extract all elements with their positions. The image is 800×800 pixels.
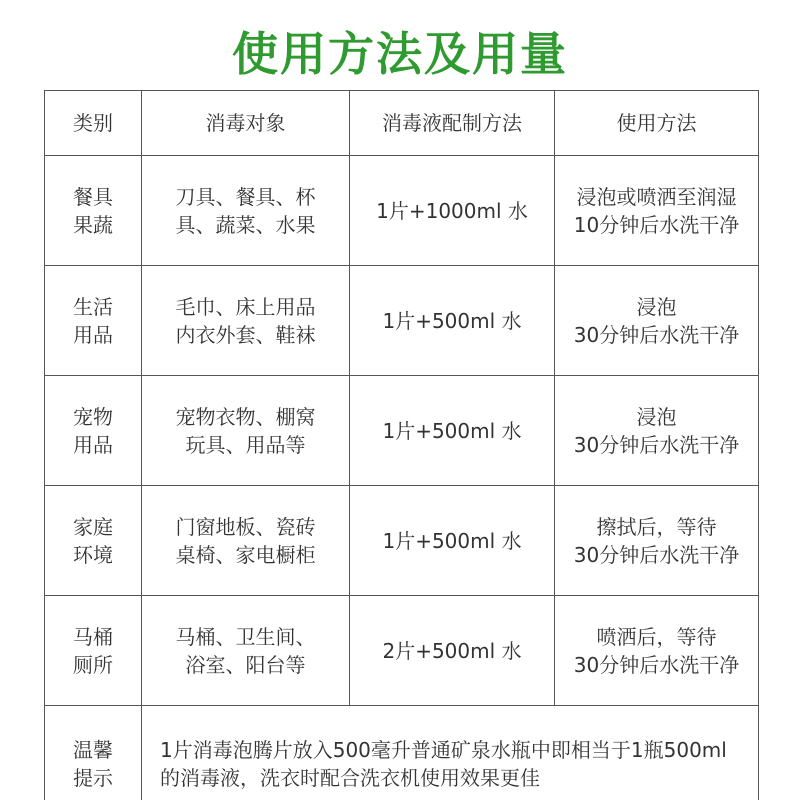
header-category: 类别 [45,91,142,156]
cell-objects: 马桶、卫生间、 浴室、阳台等 [142,596,350,706]
cell-objects: 毛巾、床上用品 内衣外套、鞋袜 [142,266,350,376]
cell-method: 擦拭后，等待 30分钟后水洗干净 [555,486,759,596]
table-row [45,596,759,706]
tip-text: 1片消毒泡腾片放入500毫升普通矿泉水瓶中即相当于1瓶500ml 的消毒液，洗衣时配合洗衣机使用效果更佳 [142,706,759,800]
cell-method: 浸泡 30分钟后水洗干净 [555,266,759,376]
cell-preparation: 1片+1000ml 水 [350,156,555,266]
cell-preparation: 2片+500ml 水 [350,596,555,706]
tip-label: 温馨 提示 [45,706,142,800]
cell-method: 喷洒后，等待 30分钟后水洗干净 [555,596,759,706]
page-title: 使用方法及用量 [232,27,568,81]
cell-preparation: 1片+500ml 水 [350,376,555,486]
cell-method: 浸泡 30分钟后水洗干净 [555,376,759,486]
header-preparation: 消毒液配制方法 [350,91,555,156]
cell-objects: 宠物衣物、棚窝 玩具、用品等 [142,376,350,486]
table-row [45,266,759,376]
cell-category: 生活 用品 [45,266,142,376]
cell-category: 家庭 环境 [45,486,142,596]
table-row [45,376,759,486]
header-method: 使用方法 [555,91,759,156]
cell-method: 浸泡或喷洒至润湿 10分钟后水洗干净 [555,156,759,266]
cell-preparation: 1片+500ml 水 [350,486,555,596]
cell-category: 餐具 果蔬 [45,156,142,266]
usage-table [44,90,759,800]
tip-row [45,706,759,800]
table-row [45,486,759,596]
header-objects: 消毒对象 [142,91,350,156]
cell-category: 宠物 用品 [45,376,142,486]
cell-category: 马桶 厕所 [45,596,142,706]
cell-preparation: 1片+500ml 水 [350,266,555,376]
table-header-row [45,91,759,156]
table-row [45,156,759,266]
cell-objects: 门窗地板、瓷砖 桌椅、家电橱柜 [142,486,350,596]
cell-objects: 刀具、餐具、杯 具、蔬菜、水果 [142,156,350,266]
